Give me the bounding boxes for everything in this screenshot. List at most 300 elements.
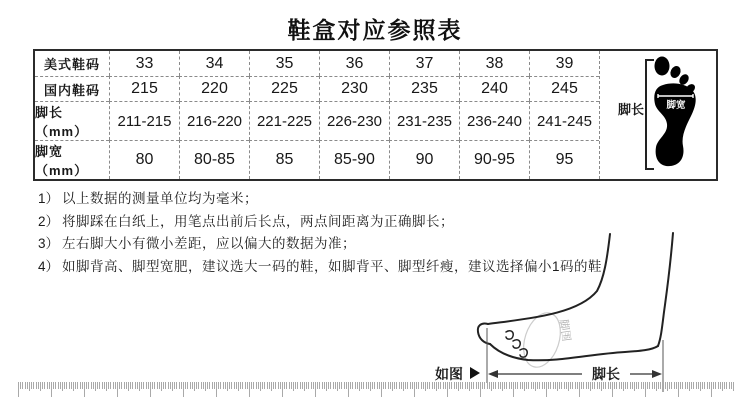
ruler-tick [418,382,419,389]
ruler-tick [564,382,565,389]
ruler-tick [590,382,591,391]
ruler-tick [212,382,213,389]
ruler-tick [207,382,208,389]
girth-label: 脚围 [557,318,572,343]
ruler-tick [500,382,501,389]
note-text: 以上数据的测量单位均为毫米； [62,191,258,207]
ruler-tick [55,382,56,389]
ruler-tick [616,382,617,389]
row-label: 脚长（mm） [35,101,109,140]
ruler-tick [473,382,474,389]
ruler-tick [702,382,703,389]
ruler-tick [480,382,481,397]
ruler-tick [454,382,455,389]
ruler-tick [95,382,96,391]
arrowhead-left [488,370,498,378]
ruler-tick [555,382,556,389]
ruler-tick [700,382,701,391]
ruler-tick [187,382,188,389]
ruler-tick [513,382,514,397]
ruler-tick [302,382,303,389]
table-cell: 90-95 [459,140,529,179]
ruler-tick [84,382,85,397]
ruler-tick [724,382,725,389]
ruler-tick [159,382,160,389]
ruler-tick [465,382,466,389]
ruler-tick [115,382,116,389]
ruler-tick [726,382,727,389]
ruler-tick [638,382,639,389]
ruler-tick [256,382,257,389]
size-table [33,49,718,181]
ruler-tick [610,382,611,389]
ruler-tick [504,382,505,389]
table-cell: 225 [249,76,319,101]
ruler-tick [137,382,138,389]
ruler-tick [73,382,74,391]
ruler-tick [392,382,393,391]
ruler-tick [581,382,582,389]
ruler-tick [704,382,705,389]
ruler-tick [227,382,228,391]
ruler-tick [108,382,109,389]
ruler-tick [357,382,358,389]
heel-line [658,233,673,346]
ruler-tick [77,382,78,389]
ruler-tick [548,382,549,389]
ruler-tick [676,382,677,389]
ruler-tick [258,382,259,389]
ruler-tick [588,382,589,389]
table-cell: 38 [459,51,529,76]
ruler-tick [383,382,384,389]
table-cell: 230 [319,76,389,101]
ruler-tick [282,382,283,397]
ruler-tick [249,382,250,397]
ruler-tick [192,382,193,389]
ruler-tick [647,382,648,389]
ruler-tick [709,382,710,389]
ruler-tick [348,382,349,397]
ruler-tick [161,382,162,391]
ruler-tick [126,382,127,389]
table-cell: 36 [319,51,389,76]
ruler-tick [678,382,679,397]
foot-length-bracket [646,60,654,169]
ruler-tick [82,382,83,389]
ruler-tick [577,382,578,389]
ruler-tick [546,382,547,397]
footprint-cell [599,51,717,179]
ruler-tick [583,382,584,389]
ruler-tick [346,382,347,389]
ruler-tick [394,382,395,389]
ruler-tick [484,382,485,389]
footprint-length-label: 脚长 [617,102,645,117]
ruler-tick [630,382,631,389]
ruler-tick [652,382,653,389]
ruler-tick [317,382,318,389]
ruler-tick [520,382,521,389]
ruler-tick [390,382,391,389]
ruler-tick [198,382,199,389]
as-shown-label: 如图 [435,366,463,382]
table-cell: 39 [529,51,599,76]
ruler-tick [157,382,158,389]
ruler-tick [561,382,562,389]
as-shown-arrow-icon [470,367,480,379]
ruler-tick [359,382,360,391]
ruler-tick [643,382,644,389]
ruler-tick [135,382,136,389]
table-cell: 37 [389,51,459,76]
ruler-tick [537,382,538,389]
ruler-tick [363,382,364,389]
ruler-tick [218,382,219,389]
ruler-tick [260,382,261,391]
ruler-tick [251,382,252,389]
ruler-tick [242,382,243,389]
ruler-tick [471,382,472,389]
ruler-tick [165,382,166,389]
ruler-tick [506,382,507,389]
ruler-tick [278,382,279,389]
ruler-tick [172,382,173,391]
ruler-tick [542,382,543,389]
note-1 [38,186,602,209]
ruler-tick [104,382,105,389]
foot-measure-diagram [420,228,750,403]
ruler-tick [396,382,397,389]
ruler-tick [273,382,274,389]
ruler-tick [524,382,525,391]
ruler-tick [421,382,422,389]
ruler-tick [449,382,450,389]
ruler-tick [53,382,54,389]
ruler-tick [456,382,457,389]
ruler-tick [185,382,186,389]
row-label: 脚宽（mm） [35,140,109,179]
ruler-tick [20,382,21,389]
ruler-tick [447,382,448,397]
ruler-tick [225,382,226,389]
ruler-tick [174,382,175,389]
ruler-tick [176,382,177,389]
arrowhead-right [652,370,662,378]
table-cell: 90 [389,140,459,179]
ruler-tick [445,382,446,389]
ruler-tick [478,382,479,389]
ruler-tick [377,382,378,389]
ruler-tick [64,382,65,389]
table-cell: 85-90 [319,140,389,179]
table-cell: 80-85 [179,140,249,179]
ruler-tick [623,382,624,391]
ruler-tick [601,382,602,391]
ruler-tick [544,382,545,389]
ruler-tick [330,382,331,389]
ruler-tick [619,382,620,389]
ruler-tick [539,382,540,389]
page-title: 鞋盒对应参照表 [287,17,463,43]
table-cell: 231-235 [389,101,459,140]
ruler-tick [69,382,70,389]
ruler-tick [350,382,351,389]
ruler-tick [121,382,122,389]
ruler-tick [493,382,494,389]
ruler-tick [66,382,67,389]
ruler-tick [715,382,716,389]
ruler-tick [698,382,699,389]
ruler-tick [685,382,686,389]
ruler-tick [636,382,637,389]
ruler-tick [403,382,404,391]
table-cell: 240 [459,76,529,101]
ruler-tick [495,382,496,389]
ruler-tick [379,382,380,389]
ruler-tick [352,382,353,389]
ruler-tick [335,382,336,389]
ruler-tick [572,382,573,389]
ruler-tick [368,382,369,389]
ruler-tick [381,382,382,397]
table-cell: 220 [179,76,249,101]
ruler-tick [522,382,523,389]
ruler-tick [25,382,26,389]
ruler-tick [146,382,147,389]
table-cell: 34 [179,51,249,76]
table-cell: 215 [109,76,179,101]
ruler-tick [62,382,63,391]
ruler-tick [559,382,560,389]
note-number: 3） [38,236,60,252]
ruler-tick [324,382,325,389]
ruler-tick [205,382,206,391]
ruler-tick [440,382,441,389]
ruler-tick [671,382,672,389]
ruler-tick [253,382,254,389]
ruler-tick [720,382,721,389]
ruler-tick [509,382,510,389]
ruler-tick [674,382,675,389]
ruler-tick [181,382,182,389]
ruler-tick [33,382,34,389]
ruler-tick [271,382,272,391]
table-cell: 221-225 [249,101,319,140]
ruler-tick [47,382,48,389]
ruler-tick [304,382,305,391]
ruler-tick [660,382,661,389]
ruler-tick [58,382,59,389]
ruler-tick [412,382,413,389]
ruler-tick [333,382,334,389]
ruler-tick [711,382,712,397]
ruler-tick [553,382,554,389]
ruler-tick [722,382,723,391]
ruler-tick [535,382,536,391]
ruler-tick [139,382,140,391]
ruler-tick [689,382,690,391]
ruler-tick [665,382,666,389]
ruler-tick [337,382,338,391]
ruler-tick [152,382,153,389]
table-cell: 33 [109,51,179,76]
ruler-tick [216,382,217,397]
ruler-tick [370,382,371,391]
table-cell: 235 [389,76,459,101]
ruler-tick [214,382,215,389]
ruler-tick [401,382,402,389]
ruler-tick [586,382,587,389]
ruler-tick [658,382,659,389]
ruler-tick [656,382,657,391]
ruler-tick [597,382,598,389]
ruler-tick [38,382,39,389]
ruler-tick [733,382,734,391]
ruler-tick [566,382,567,389]
ruler-tick [300,382,301,389]
ruler-tick [627,382,628,389]
ruler-tick [469,382,470,391]
ruler-tick [295,382,296,389]
ruler-tick [482,382,483,389]
ruler-tick [326,382,327,391]
ruler-tick [451,382,452,389]
note-text: 将脚踩在白纸上，用笔点出前后长点，两点间距离为正确脚长； [62,213,454,229]
ruler-tick [531,382,532,389]
ruler-tick [361,382,362,389]
footprint-width-label: 脚宽 [666,100,686,111]
ruler-tick [22,382,23,389]
ruler-tick [489,382,490,389]
row-label: 国内鞋码 [35,76,109,101]
ruler-tick [425,382,426,391]
ruler-tick [579,382,580,397]
ruler-tick [634,382,635,391]
ruler [18,382,734,400]
ruler-tick [102,382,103,389]
ruler-tick [130,382,131,389]
ruler-tick [462,382,463,389]
ruler-tick [388,382,389,389]
ruler-tick [568,382,569,391]
ruler-tick [436,382,437,391]
ruler-tick [533,382,534,389]
ruler-tick [190,382,191,389]
foot-length-label: 脚长 [592,366,620,382]
ruler-tick [245,382,246,389]
ruler-tick [170,382,171,389]
ruler-tick [407,382,408,389]
ruler-tick [49,382,50,389]
ruler-tick [502,382,503,391]
ruler-tick [729,382,730,389]
ruler-tick [374,382,375,389]
ruler-tick [680,382,681,389]
ruler-tick [80,382,81,389]
note-text: 如脚背高、脚型宽肥，建议选大一码的鞋，如脚背平、脚型纤瘦，建议选择偏小1码的鞋 [62,259,603,275]
ruler-tick [275,382,276,389]
ruler-tick [429,382,430,389]
ruler-tick [594,382,595,389]
ruler-tick [93,382,94,389]
ruler-tick [99,382,100,389]
ruler-tick [284,382,285,389]
ruler-tick [663,382,664,389]
ruler-tick [458,382,459,391]
ruler-tick [687,382,688,389]
ruler-tick [592,382,593,389]
table-cell: 226-230 [319,101,389,140]
ruler-tick [476,382,477,389]
ruler-tick [148,382,149,389]
ruler-tick [289,382,290,389]
ruler-tick [460,382,461,389]
ruler-tick [498,382,499,389]
ruler-tick [707,382,708,389]
ruler-tick [29,382,30,391]
ruler-tick [209,382,210,389]
ruler-tick [339,382,340,389]
ruler-tick [31,382,32,389]
toe [669,64,683,79]
table-cell: 241-245 [529,101,599,140]
sole-line [490,344,658,360]
ruler-tick [91,382,92,389]
ruler-tick [264,382,265,389]
ruler-tick [344,382,345,389]
ruler-tick [515,382,516,389]
ruler-tick [385,382,386,389]
table-cell: 85 [249,140,319,179]
ruler-tick [423,382,424,389]
ruler-tick [311,382,312,389]
ruler-tick [621,382,622,389]
ruler-tick [308,382,309,389]
ruler-tick [322,382,323,389]
big-toe [655,57,670,76]
ruler-tick [106,382,107,391]
ruler-tick [124,382,125,389]
row-label: 美式鞋码 [43,57,100,72]
table-cell: 80 [109,140,179,179]
ruler-tick [88,382,89,389]
note-number: 4） [38,259,60,275]
ruler-tick [97,382,98,389]
ruler-tick [238,382,239,391]
ruler-tick [86,382,87,389]
ruler-tick [315,382,316,397]
ruler-tick [297,382,298,389]
ruler-tick [557,382,558,391]
ruler-tick [75,382,76,389]
ruler-tick [731,382,732,389]
ruler-tick [286,382,287,389]
ruler-tick [262,382,263,389]
note-number: 2） [38,213,60,229]
table-cell: 95 [529,140,599,179]
ruler-tick [517,382,518,389]
ruler-tick [682,382,683,389]
ruler-tick [399,382,400,389]
ruler-tick [550,382,551,389]
ruler-tick [625,382,626,389]
ruler-tick [696,382,697,389]
ruler-tick [432,382,433,389]
ruler-tick [313,382,314,389]
ruler-tick [293,382,294,391]
ruler-tick [231,382,232,389]
